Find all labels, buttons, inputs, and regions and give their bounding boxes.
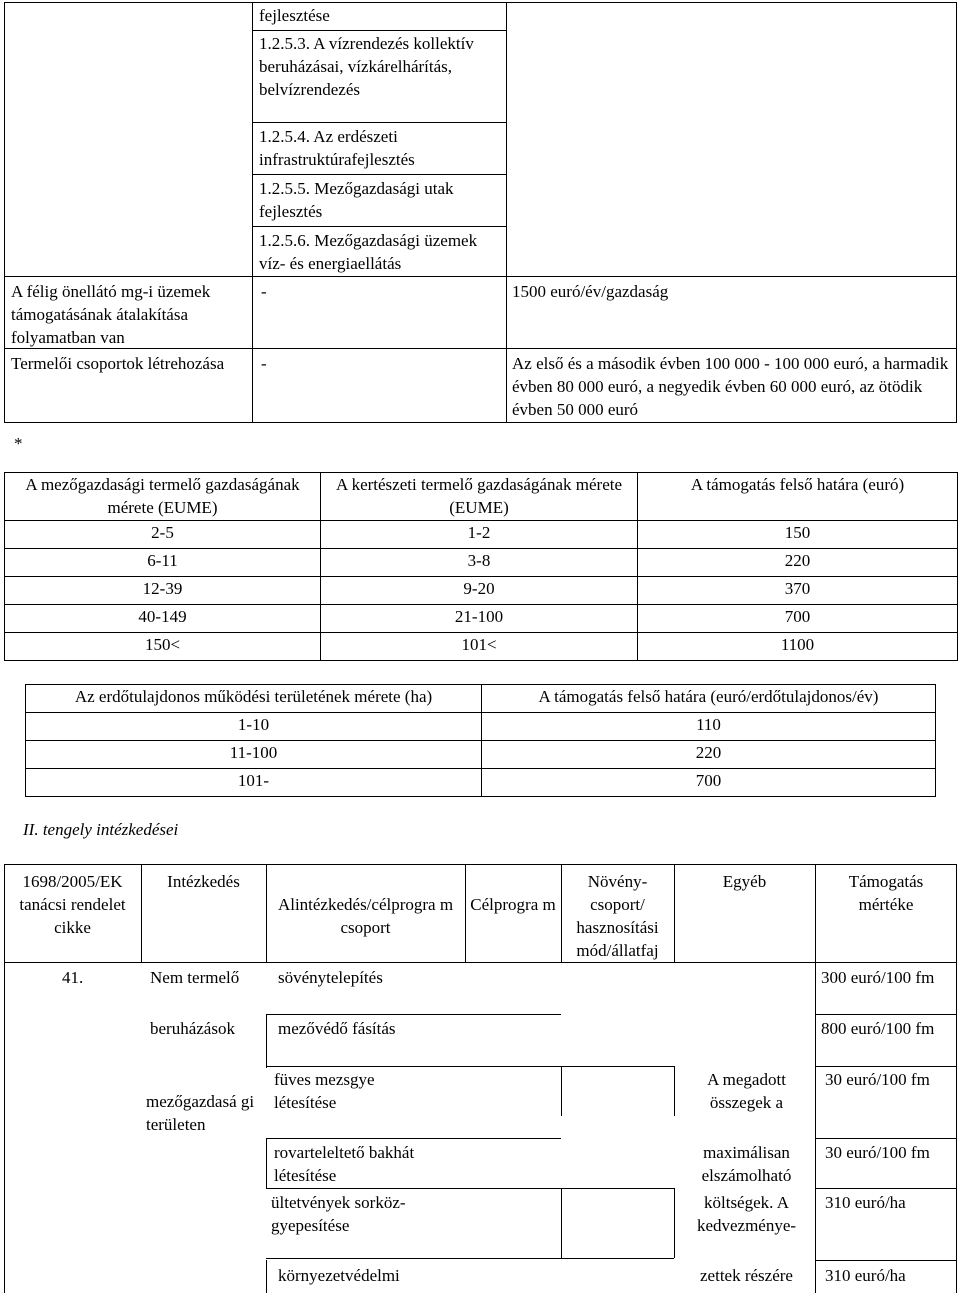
table-cell: 150 <box>638 521 958 549</box>
table-cell: 6-11 <box>5 549 321 577</box>
table-cell: 11-100 <box>26 741 482 769</box>
table-cell: 9-20 <box>321 577 638 605</box>
table-cell: 101- <box>26 769 482 797</box>
table-cell: 1100 <box>638 633 958 661</box>
row-support: 1500 euró/év/gazdaság <box>512 282 669 301</box>
measure-label: mezőgazdasá gi területen <box>146 1092 255 1134</box>
support-amount: 30 euró/100 fm <box>825 1143 930 1162</box>
table-cell: 101< <box>321 633 638 661</box>
header-submeasure: Alintézkedés/célprogra m csoport <box>277 895 454 937</box>
table-cell: 370 <box>638 577 958 605</box>
table-cell: 150< <box>5 633 321 661</box>
submeasure-item: ültetvények sorköz-gyepesítése <box>271 1193 406 1235</box>
asterisk-note: * <box>14 434 23 453</box>
measure-item: 1.2.5.3. A vízrendezés kollektív beruházásai, vízkárelhárítás, belvízrendezés <box>259 34 474 99</box>
row-name: Termelői csoportok létrehozása <box>11 354 225 373</box>
submeasure-item: füves mezsgye létesítése <box>274 1070 375 1112</box>
header-target: Célprogra m <box>470 895 556 914</box>
table-cell: 220 <box>482 741 936 769</box>
submeasure-item: rovarteleltető bakhát létesítése <box>274 1143 415 1185</box>
other-note: maximálisan elszámolható <box>701 1143 792 1185</box>
table-cell: 21-100 <box>321 605 638 633</box>
table-cell: 110 <box>482 713 936 741</box>
table-cell: 1-10 <box>26 713 482 741</box>
header-measure: Intézkedés <box>167 872 240 891</box>
table-cell: 40-149 <box>5 605 321 633</box>
table-cell: 220 <box>638 549 958 577</box>
table-cell: 12-39 <box>5 577 321 605</box>
header-support: Támogatás mértéke <box>848 872 924 914</box>
row-support: Az első és a második évben 100 000 - 100 000 euró, a harmadik évben 80 000 euró, a negyedik évben 60 000 euró, az ötödik évben 50 000 euró <box>512 354 949 419</box>
forest-table <box>25 684 936 797</box>
table-cell: 2-5 <box>5 521 321 549</box>
other-note: zettek részére <box>700 1266 793 1285</box>
row-dash: - <box>261 282 267 301</box>
submeasure-item: mezővédő fásítás <box>278 1019 396 1038</box>
support-amount: 310 euró/ha <box>825 1266 906 1285</box>
eume-header: A mezőgazdasági termelő gazdaságának mérete (EUME) <box>5 473 321 521</box>
row-dash: - <box>261 354 267 373</box>
header-other: Egyéb <box>722 872 767 891</box>
eume-header: A kertészeti termelő gazdaságának mérete (EUME) <box>321 473 638 521</box>
measure-item: 1.2.5.6. Mezőgazdasági üzemek víz- és energiaellátás <box>259 231 478 273</box>
forest-header: A támogatás felső határa (euró/erdőtulajdonos/év) <box>482 685 936 713</box>
table-cell: 3-8 <box>321 549 638 577</box>
other-note: A megadott összegek a <box>707 1070 786 1112</box>
eume-table <box>4 472 958 661</box>
row-name: A félig önellátó mg-i üzemek támogatásának átalakítása folyamatban van <box>11 282 211 347</box>
support-amount: 30 euró/100 fm <box>825 1070 930 1089</box>
support-amount: 800 euró/100 fm <box>821 1019 935 1038</box>
measure-label: beruházások <box>150 1019 235 1038</box>
submeasure-item: környezetvédelmi <box>278 1266 400 1285</box>
article-number: 41. <box>62 968 84 987</box>
table-cell: 1-2 <box>321 521 638 549</box>
measure-item: fejlesztése <box>259 6 330 25</box>
submeasure-item: sövénytelepítés <box>278 968 383 987</box>
measure-label: Nem termelő <box>150 968 240 987</box>
header-article: 1698/2005/EK tanácsi rendelet cikke <box>19 872 126 937</box>
eume-header: A támogatás felső határa (euró) <box>638 473 958 521</box>
table-cell: 700 <box>482 769 936 797</box>
support-amount: 310 euró/ha <box>825 1193 906 1212</box>
header-plant: Növény- csoport/ hasznosítási mód/állatfaj <box>576 872 659 960</box>
support-amount: 300 euró/100 fm <box>821 968 935 987</box>
section-title: II. tengely intézkedései <box>23 820 179 839</box>
measure-item: 1.2.5.4. Az erdészeti infrastruktúrafejlesztés <box>259 127 415 169</box>
forest-header: Az erdőtulajdonos működési területének mérete (ha) <box>26 685 482 713</box>
measure-item: 1.2.5.5. Mezőgazdasági utak fejlesztés <box>259 179 454 221</box>
other-note: költségek. A kedvezménye- <box>696 1193 797 1235</box>
table-cell: 700 <box>638 605 958 633</box>
